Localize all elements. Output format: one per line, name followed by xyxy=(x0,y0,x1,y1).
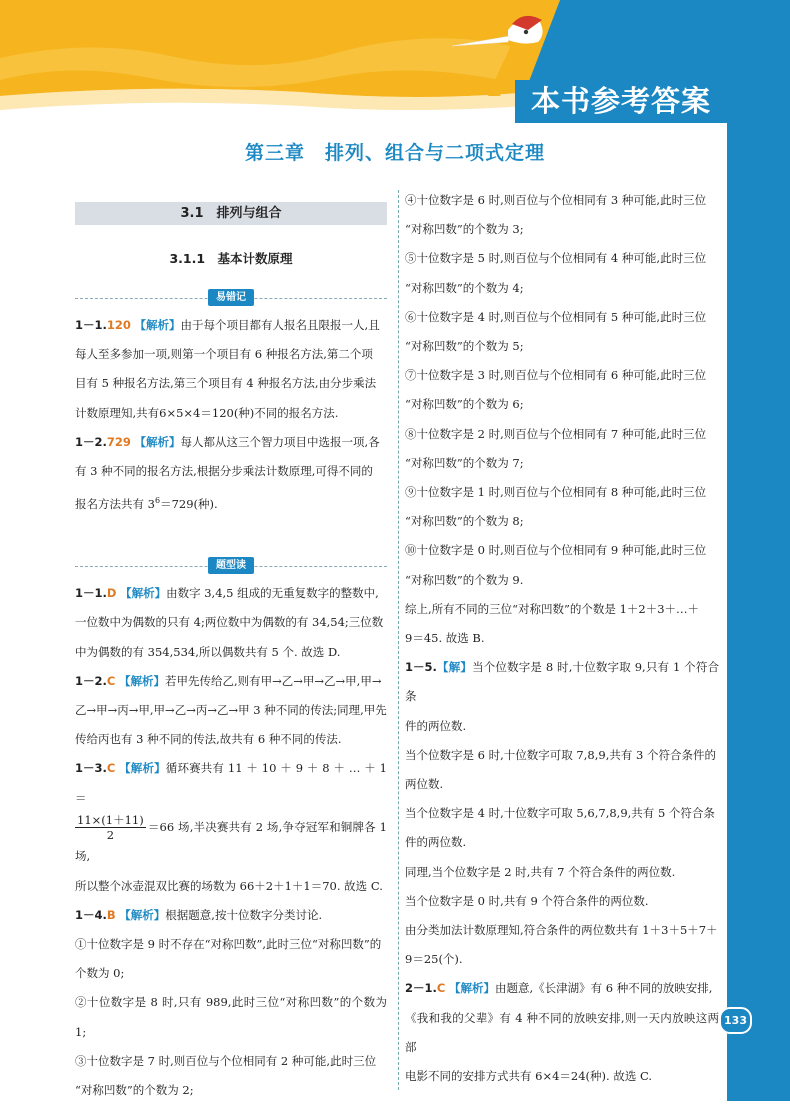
answer-line: ③十位数字是 7 时,则百位与个位相同有 2 种可能,此时三位 xyxy=(75,1053,377,1068)
answer-line: ①十位数字是 9 时不存在“对称凹数”,此时三位“对称凹数”的 xyxy=(75,936,382,951)
answer-line: 目有 5 种报名方法,第三个项目有 4 种报名方法,由分步乘法 xyxy=(75,376,377,391)
right-column xyxy=(405,186,719,1091)
answer-line: 当个位数字是 0 时,共有 9 个符合条件的两位数. xyxy=(405,893,649,908)
answer-line: 1－2.729 【解析】每人都从这三个智力项目中选报一项,各 xyxy=(75,434,380,449)
answer-line: 2－1.C 【解析】由题意,《长津湖》有 6 种不同的放映安排, xyxy=(405,981,713,996)
book-answers-title: 本书参考答案 xyxy=(515,80,727,123)
answer-line: 同理,当个位数字是 2 时,共有 7 个符合条件的两位数. xyxy=(405,864,676,879)
answer-line: ⑧十位数字是 2 时,则百位与个位相同有 7 种可能,此时三位 xyxy=(405,426,707,441)
answer-line: 电影不同的安排方式共有 6×4＝24(种). 故选 C. xyxy=(405,1069,653,1084)
answer-line: “对称凹数”的个数为 9. xyxy=(405,572,524,587)
answer-line: 传给丙也有 3 种不同的传法,故共有 6 种不同的传法. xyxy=(75,732,342,747)
answer-line: “对称凹数”的个数为 4; xyxy=(405,280,524,295)
subsection-title: 3.1.1 基本计数原理 xyxy=(169,251,293,266)
answer-line: 1－2.C 【解析】若甲先传给乙,则有甲→乙→甲→乙→甲,甲→ xyxy=(75,673,382,688)
right-sidebar-strip xyxy=(727,105,790,1101)
answer-line: ⑦十位数字是 3 时,则百位与个位相同有 6 种可能,此时三位 xyxy=(405,368,707,383)
answer-line: ⑩十位数字是 0 时,则百位与个位相同有 9 种可能,此时三位 xyxy=(405,543,707,558)
page-number: 133 xyxy=(719,1007,752,1034)
answer-line: 1－4.B 【解析】根据题意,按十位数字分类讨论. xyxy=(75,907,323,922)
answer-line: 当个位数字是 4 时,十位数字可取 5,6,7,8,9,共有 5 个符合条 xyxy=(405,806,715,821)
answer-line: ⑤十位数字是 5 时,则百位与个位相同有 4 种可能,此时三位 xyxy=(405,251,707,266)
answer-line: 件的两位数. xyxy=(405,835,467,850)
answer-line: ⑨十位数字是 1 时,则百位与个位相同有 8 种可能,此时三位 xyxy=(405,485,707,500)
answer-line: 一位数中为偶数的只有 4;两位数中为偶数的有 34,54;三位数 xyxy=(75,615,384,630)
answer-line: 所以整个冰壶混双比赛的场数为 66＋2＋1＋1＝70. 故选 C. xyxy=(75,878,383,893)
answer-line: ⑥十位数字是 4 时,则百位与个位相同有 5 种可能,此时三位 xyxy=(405,309,707,324)
answer-line: 综上,所有不同的三位“对称凹数”的个数是 1＋2＋3＋…＋ xyxy=(405,601,700,616)
answer-line: 个数为 0; xyxy=(75,966,125,981)
answer-line: 报名方法共有 $3^6=729$(种). xyxy=(75,496,218,512)
tag-yicuoji xyxy=(75,289,387,307)
fraction: $\frac{11\times(1+11)}{2}$ xyxy=(77,813,144,843)
column-divider xyxy=(398,190,399,1090)
answer-line: 《我和我的父辈》有 4 种不同的放映安排,则一天内放映这两部 xyxy=(405,1010,719,1054)
answer-line: 由分类加法计数原理知,符合条件的两位数共有 1＋3＋5＋7＋ xyxy=(405,923,718,938)
answer-line: 计数原理知,共有6×5×4＝120(种)不同的报名方法. xyxy=(75,405,339,420)
answer-line: 乙→甲→丙→甲,甲→乙→丙→乙→甲 3 种不同的传法;同理,甲先 xyxy=(75,703,387,718)
answer-line: 两位数. xyxy=(405,777,444,792)
answer-line: “对称凹数”的个数为 3; xyxy=(405,222,524,237)
answer-line: 每人至多参加一项,则第一个项目有 6 种报名方法,第二个项 xyxy=(75,347,373,362)
left-column xyxy=(75,190,387,1105)
answer-line: 9＝45. 故选 B. xyxy=(405,631,485,646)
answer-line: “对称凹数”的个数为 7; xyxy=(405,455,524,470)
answer-line: “对称凹数”的个数为 5; xyxy=(405,339,524,354)
answer-line: 1－3.C 【解析】循环赛共有 11 ＋ 10 ＋ 9 ＋ 8 ＋ … ＋ 1 ＝ xyxy=(75,761,388,805)
answer-line: 1－1.120 【解析】由于每个项目都有人报名且限报一人,且 xyxy=(75,318,380,332)
tag-label: 易错记 xyxy=(208,289,254,306)
answer-line: “对称凹数”的个数为 8; xyxy=(405,514,524,529)
answer-line: 件的两位数. xyxy=(405,718,467,733)
tag-label: 题型读 xyxy=(208,557,254,574)
answer-line: “对称凹数”的个数为 2; xyxy=(75,1083,194,1097)
answer-line: 1－1.D 【解析】由数字 3,4,5 组成的无重复数字的整数中, xyxy=(75,586,379,601)
answer-line: 中为偶数的有 354,534,所以偶数共有 5 个. 故选 D. xyxy=(75,644,341,659)
chapter-title: 第三章 排列、组合与二项式定理 xyxy=(244,142,545,164)
answer-line: 当个位数字是 6 时,十位数字可取 7,8,9,共有 3 个符合条件的 xyxy=(405,747,716,762)
answer-line: “对称凹数”的个数为 6; xyxy=(405,397,524,412)
answer-line: 1－5.【解】当个位数字是 8 时,十位数字取 9,只有 1 个符合条 xyxy=(405,660,719,704)
answer-line: 9＝25(个). xyxy=(405,952,463,967)
answer-line: ②十位数字是 8 时,只有 989,此时三位“对称凹数”的个数为 1; xyxy=(75,995,387,1039)
answer-line: 有 3 种不同的报名方法,根据分步乘法计数原理,可得不同的 xyxy=(75,464,373,479)
answer-line: ④十位数字是 6 时,则百位与个位相同有 3 种可能,此时三位 xyxy=(405,193,707,207)
answer-line: $\frac{11\times(1+11)}{2}$ ＝66 场,半决赛共有 2 场,争夺冠军和铜牌各 1 场, xyxy=(75,813,387,864)
tag-tixingdu xyxy=(75,557,387,575)
section-title: 3.1 排列与组合 xyxy=(75,202,387,225)
